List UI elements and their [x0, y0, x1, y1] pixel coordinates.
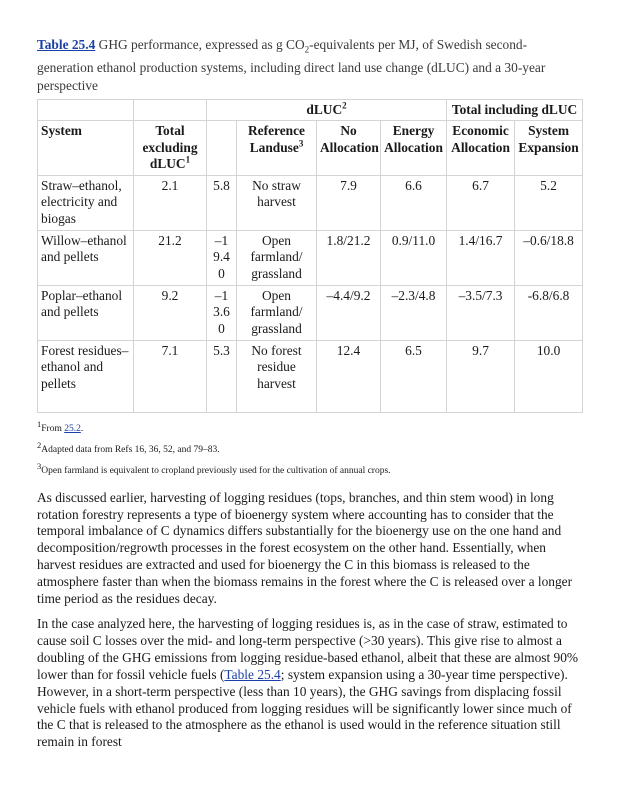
cell-energy: 0.9/11.0 — [381, 230, 447, 285]
header-ref-landuse: Reference Landuse$^3$ — [237, 121, 317, 176]
ghg-table — [37, 99, 583, 413]
caption-text-b: -equivalents per MJ, of Swedish second-generation ethanol production systems, including direct land use change (dLUC) and a 30-year perspective — [37, 37, 546, 93]
table-label-link[interactable]: Table 25.4 — [37, 37, 96, 52]
cell-system: Straw–ethanol, electricity and biogas — [38, 175, 134, 230]
cell-econ: 6.7 — [447, 175, 515, 230]
header-sys-exp: System Expansion — [515, 121, 583, 176]
cell-no-alloc: 1.8/21.2 — [317, 230, 381, 285]
document-page — [37, 36, 582, 751]
header-group-total: Total including dLUC — [447, 99, 583, 121]
table-header-row-2 — [38, 121, 583, 176]
cell-econ: –3.5/7.3 — [447, 285, 515, 340]
header-system: System — [38, 121, 134, 176]
table-row — [38, 230, 583, 285]
cell-ref: Open farmland/ grassland — [237, 230, 317, 285]
cell-ref: No straw harvest — [237, 175, 317, 230]
table-row — [38, 175, 583, 230]
cell-no-alloc: 7.9 — [317, 175, 381, 230]
caption-text-a: GHG performance, expressed as g CO — [95, 37, 305, 52]
cell-sysexp: 10.0 — [515, 340, 583, 412]
cell-energy: –2.3/4.8 — [381, 285, 447, 340]
cell-sysexp: 5.2 — [515, 175, 583, 230]
table-row — [38, 285, 583, 340]
cell-sysexp: –0.6/18.8 — [515, 230, 583, 285]
cell-econ: 9.7 — [447, 340, 515, 412]
cell-ref: Open farmland/ grassland — [237, 285, 317, 340]
cell-dluc: 5.3 — [207, 340, 237, 412]
table-header-row-1 — [38, 99, 583, 121]
cell-dluc: –13.60 — [207, 285, 237, 340]
cell-ref: No forest residue harvest — [237, 340, 317, 412]
cell-dluc: 5.8 — [207, 175, 237, 230]
header-empty-2 — [134, 99, 207, 121]
cell-total-excl: 2.1 — [134, 175, 207, 230]
footnote-3: $^3$Open farmland is equivalent to cropland previously used for the cultivation of annual crops. — [37, 460, 391, 476]
body-paragraph-1: As discussed earlier, harvesting of logging residues (tops, branches, and thin stem wood) in long rotation forestry represents a type of bioenergy system where accounting has to consider that the temporal imbalance of C dynamics differs substantially for the bioenergy use on the one hand and decomposition/regrowth processes in the forest ecosystem on the other hand. Essentially, when harvest residues are extracted and used for bioenergy the C in this biomass is released to the atmosphere faster than when the biomass remains in the forest where the C is released over a longer time period as the residues decay. — [37, 489, 573, 607]
header-empty-1 — [38, 99, 134, 121]
header-dluc-value — [207, 121, 237, 176]
cell-total-excl: 21.2 — [134, 230, 207, 285]
cell-system: Willow–ethanol and pellets — [38, 230, 134, 285]
cell-econ: 1.4/16.7 — [447, 230, 515, 285]
header-no-alloc: No Allocation — [317, 121, 381, 176]
header-total-excl: Total excluding dLUC$^1$ — [134, 121, 207, 176]
header-energy-alloc: Energy Allocation — [381, 121, 447, 176]
caption-subscript: 2 — [304, 44, 310, 55]
body-paragraph-2: In the case analyzed here, the harvesting of logging residues is, as in the case of straw, estimated to cause soil C losses over the mid- and long-term perspective (>30 years). This give rise to almost a doubling of the GHG emissions from logging residue-based ethanol, albeit that these are almost 90% lower than for fossil vehicle fuels (Table 25.4; system expansion using a 30-year time perspective). However, in a short-term perspective (less than 10 years), the GHG savings from displacing fossil vehicle fuels with ethanol produced from logging residues will be significantly lower since much of the C that is released to the atmosphere as the ethanol is used would in the reference situation still remain in forest — [37, 616, 579, 750]
footnote-1: $^1$From 25.2. — [37, 418, 84, 434]
cell-no-alloc: –4.4/9.2 — [317, 285, 381, 340]
cell-sysexp: -6.8/6.8 — [515, 285, 583, 340]
cell-no-alloc: 12.4 — [317, 340, 381, 412]
cell-system: Poplar–ethanol and pellets — [38, 285, 134, 340]
header-econ-alloc: Economic Allocation — [447, 121, 515, 176]
cell-total-excl: 9.2 — [134, 285, 207, 340]
footnote-2: $^2$Adapted data from Refs 16, 36, 52, and 79–83. — [37, 439, 220, 455]
header-group-dluc: dLUC$^2$ — [207, 99, 447, 121]
cell-energy: 6.5 — [381, 340, 447, 412]
cell-system: Forest residues–ethanol and pellets — [38, 340, 134, 412]
table-ref-link[interactable]: Table 25.4 — [224, 666, 281, 682]
table-caption — [37, 36, 582, 95]
cell-dluc: –19.40 — [207, 230, 237, 285]
footnote-ref-link[interactable]: 25.2 — [64, 423, 81, 434]
cell-energy: 6.6 — [381, 175, 447, 230]
cell-total-excl: 7.1 — [134, 340, 207, 412]
table-row — [38, 340, 583, 412]
